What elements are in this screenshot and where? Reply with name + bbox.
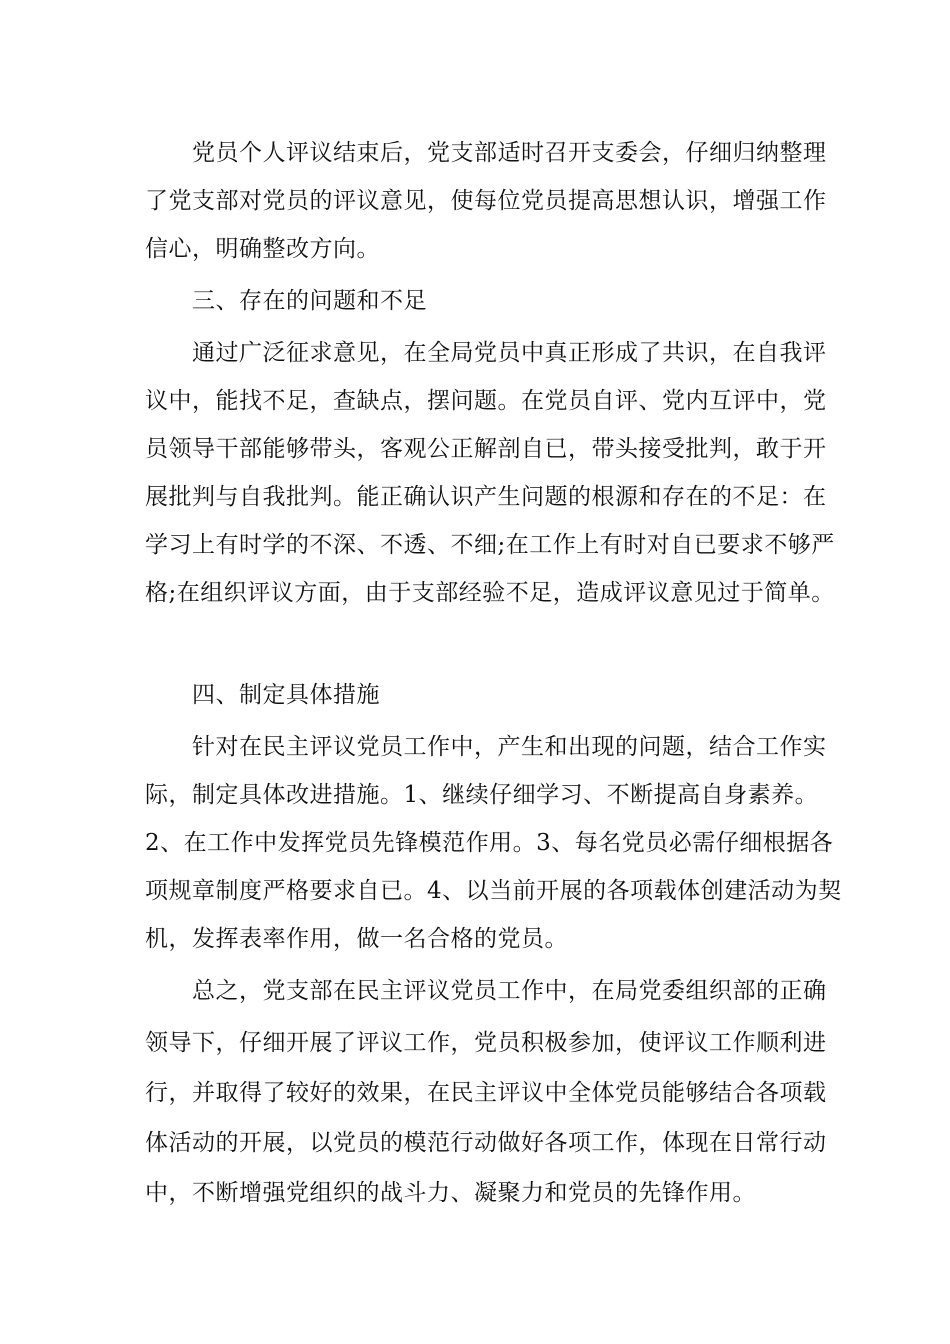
paragraph-3-line-3: 2、在工作中发挥党员先锋模范作用。3、每名党员必需仔细根据各	[145, 830, 834, 856]
paragraph-3-line-4: 项规章制度严格要求自已。4、以当前开展的各项载体创建活动为契	[145, 878, 842, 904]
paragraph-4-line-2: 领导下，仔细开展了评议工作，党员积极参加，使评议工作顺利进	[145, 1030, 827, 1056]
paragraph-2-line-3: 员领导干部能够带头，客观公正解剖自已，带头接受批判，敢于开	[145, 436, 827, 462]
paragraph-4-line-3: 行，并取得了较好的效果，在民主评议中全体党员能够结合各项载	[145, 1080, 827, 1106]
paragraph-2-line-2: 议中，能找不足，查缺点，摆问题。在党员自评、党内互评中，党	[145, 388, 827, 414]
paragraph-4-line-4: 体活动的开展，以党员的模范行动做好各项工作，体现在日常行动	[145, 1130, 827, 1156]
paragraph-4-line-1: 总之，党支部在民主评议党员工作中，在局党委组织部的正确	[192, 978, 827, 1004]
paragraph-2-line-5: 学习上有时学的不深、不透、不细;在工作上有时对自已要求不够严	[145, 532, 835, 558]
paragraph-1-line-1: 党员个人评议结束后，党支部适时召开支委会，仔细归纳整理	[192, 140, 827, 166]
paragraph-1-line-2: 了党支部对党员的评议意见，使每位党员提高思想认识，增强工作	[145, 188, 827, 214]
paragraph-3-line-1: 针对在民主评议党员工作中，产生和出现的问题，结合工作实	[192, 734, 827, 760]
paragraph-1-line-3: 信心，明确整改方向。	[145, 236, 380, 262]
paragraph-4-line-5: 中，不断增强党组织的战斗力、凝聚力和党员的先锋作用。	[145, 1180, 756, 1206]
section-heading-4: 四、制定具体措施	[192, 682, 380, 708]
paragraph-2-line-1: 通过广泛征求意见，在全局党员中真正形成了共识，在自我评	[192, 340, 827, 366]
paragraph-2-line-6: 格;在组织评议方面，由于支部经验不足，造成评议意见过于简单。	[145, 580, 835, 606]
section-heading-3: 三、存在的问题和不足	[192, 288, 427, 314]
paragraph-2-line-4: 展批判与自我批判。能正确认识产生问题的根源和存在的不足：在	[145, 484, 827, 510]
paragraph-3-line-5: 机，发挥表率作用，做一名合格的党员。	[145, 926, 568, 952]
paragraph-3-line-2: 际，制定具体改进措施。1、继续仔细学习、不断提高自身素养。	[145, 782, 819, 808]
